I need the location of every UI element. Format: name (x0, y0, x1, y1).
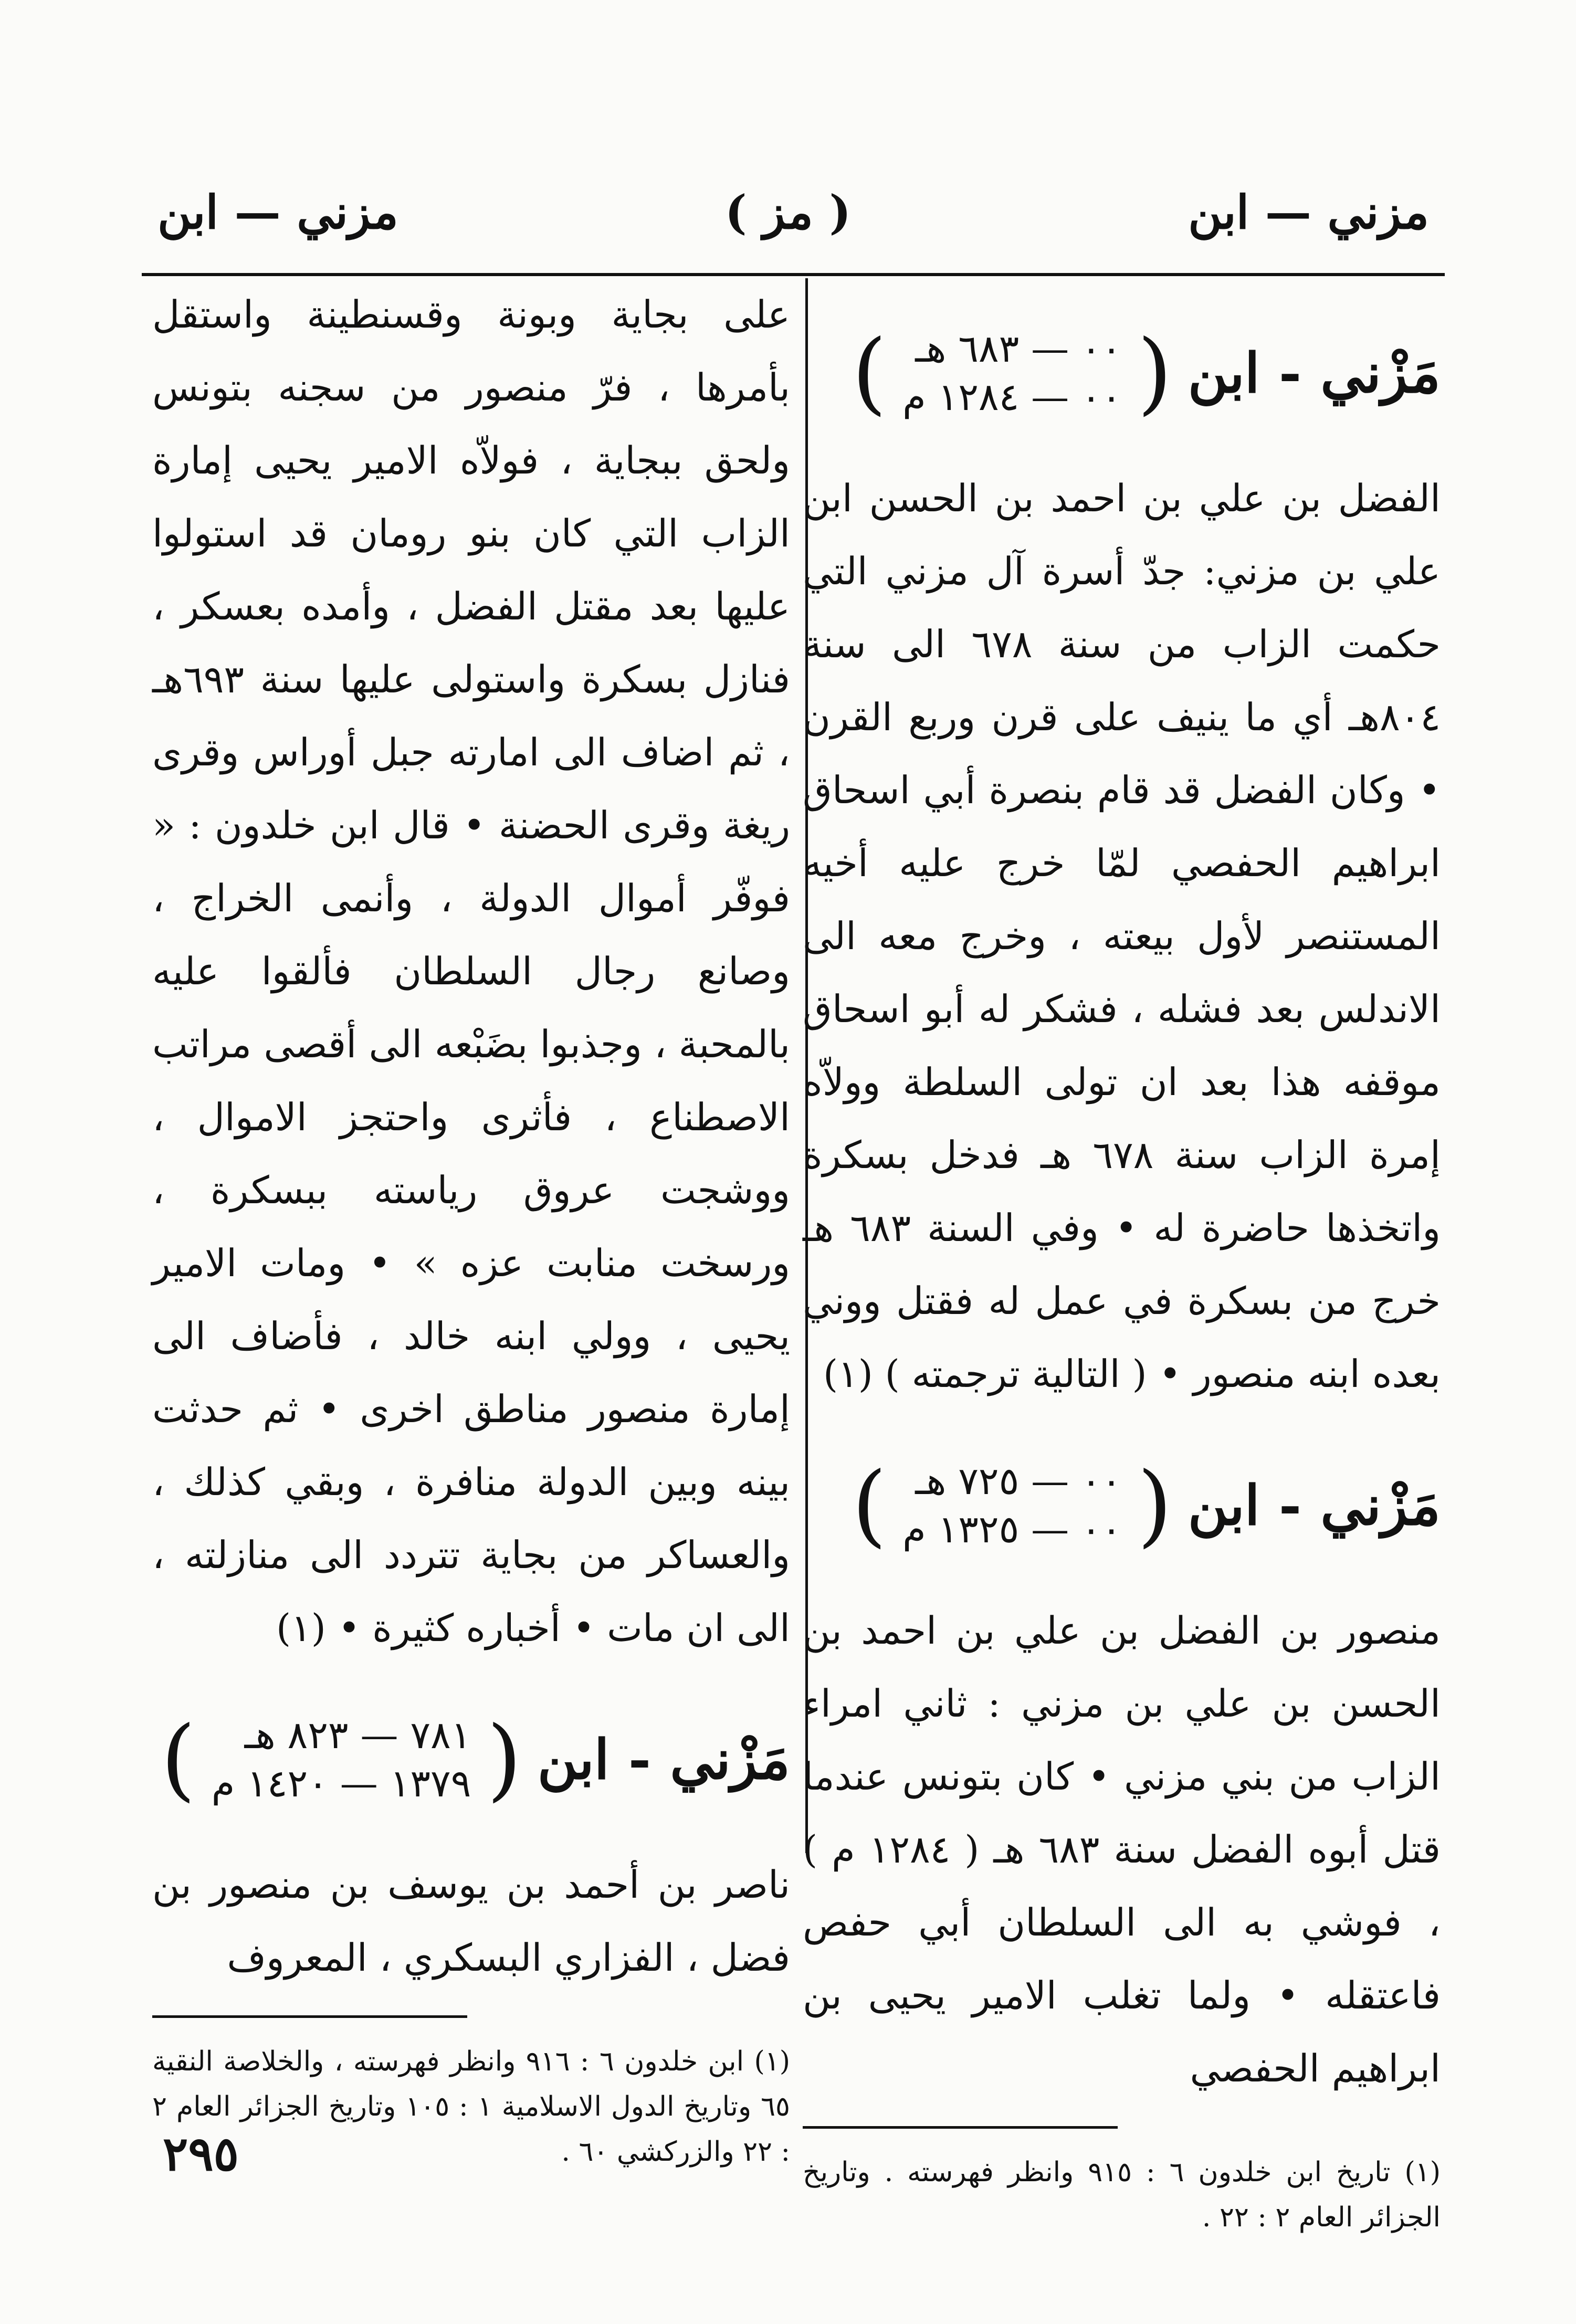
right-column (803, 278, 1441, 2240)
dates-hijri: ٠٠ — ٦٨٣ هـ (915, 327, 1122, 371)
dates-gregorian: ٠٠ — ١٢٨٤ م (902, 375, 1122, 419)
entry-text-2: منصور بن الفضل بن علي بن احمد بن الحسن بن علي بن مزني : ثاني امراء الزاب من بني مزني • كان بتونس عندما قتل أبوه الفضل سنة ٦٨٣ هـ ( ١٢٨٤ م ) ، فوشي به الى السلطان أبي حفص فاعتقله • ولما تغلب الامير يحيى بن ابراهيم الحفصي (803, 1608, 1441, 2090)
entry-name: مَزْني - ابن (1188, 1473, 1441, 1538)
running-header-left: مزني — ابن (157, 185, 398, 239)
close-paren: ) (161, 1707, 196, 1811)
entry-dates (902, 324, 1121, 421)
footnote-right: (١) تاريخ ابن خلدون ٦ : ٩١٥ وانظر فهرسته . وتاريخ الجزائر العام ٢ : ٢٢ . (803, 2157, 1441, 2233)
page-number: ٢٩٥ (163, 2126, 239, 2182)
entry-text-2-continuation: على بجاية وبونة وقسنطينة واستقل بأمرها ، فرّ منصور من سجنه بتونس ولحق ببجاية ، فولاّه الامير يحيى إمارة الزاب التي كان بنو رومان قد استولوا عليها بعد مقتل الفضل ، وأمده بعسكر ، فنازل بسكرة واستولى عليها سنة ٦٩٣هـ ، ثم اضاف الى امارته جبل أوراس وقرى ريغة وقرى الحضنة • قال ابن خلدون : « فوفّر أموال الدولة ، وأنمى الخراج ، وصانع رجال السلطان فألقوا عليه بالمحبة ، وجذبوا بضَبْعه الى أقصى مراتب الاصطناع ، فأثرى واحتجز الاموال ، ووشجت عروق رياسته ببسكرة ، ورسخت منابت عزه » • ومات الامير يحيى ، وولي ابنه خالد ، فأضاف الى إمارة منصور مناطق اخرى • ثم حدثت بينه وبين الدولة منافرة ، وبقي كذلك ، والعساكر من بجاية تتردد الى منازلته ، الى ان مات • أخباره كثيرة • (١) (152, 292, 790, 1650)
dates-gregorian: ٠٠ — ١٣٢٥ م (902, 1507, 1122, 1551)
entry-dates (212, 1711, 471, 1807)
footnote-left: (١) ابن خلدون ٦ : ٩١٦ وانظر فهرسته ، والخلاصة النقية ٦٥ وتاريخ الدول الاسلامية ١ : ١٠٥ وتاريخ الجزائر العام ٢ : ٢٢ والزركشي ٦٠ . (152, 2046, 790, 2168)
entry-text-1: الفضل بن علي بن احمد بن الحسن ابن علي بن مزني: جدّ أسرة آل مزني التي حكمت الزاب من سنة ٦٧٨ الى سنة ٨٠٤هـ أي ما ينيف على قرن وربع القرن • وكان الفضل قد قام بنصرة أبي اسحاق ابراهيم الحفصي لمّا خرج عليه أخيه المستنصر لأول بيعته ، وخرج معه الى الاندلس بعد فشله ، فشكر له أبو اسحاق موقفه هذا بعد ان تولى السلطة وولاّه إمرة الزاب سنة ٦٧٨ هـ فدخل بسكرة واتخذها حاضرة له • وفي السنة ٦٨٣ هـ خرج من بسكرة في عمل له فقتل ووني بعده ابنه منصور • ( التالية ترجمته ) (١) (803, 476, 1441, 1396)
close-paren: ) (852, 321, 887, 425)
entry-heading-3 (152, 1701, 790, 1817)
entry-name: مَزْني - ابن (1188, 340, 1441, 405)
close-paren: ) (852, 1453, 887, 1557)
footnote-rule (803, 2126, 1118, 2129)
dates-gregorian: ١٣٧٩ — ١٤٢٠ م (211, 1761, 471, 1805)
running-header-right: مزني — ابن (1188, 185, 1429, 239)
open-paren: ( (1137, 1453, 1172, 1557)
header-rule (142, 273, 1445, 276)
entry-heading-1 (803, 315, 1441, 430)
open-paren: ( (1137, 321, 1172, 425)
open-paren: ( (487, 1707, 522, 1811)
entry-heading-2 (803, 1447, 1441, 1563)
entry-dates (902, 1457, 1121, 1553)
footnote-rule (152, 2015, 467, 2018)
running-header-center: ( مز ) (724, 185, 852, 239)
entry-text-3: ناصر بن أحمد بن يوسف بن منصور بن فضل ، الفزاري البسكري ، المعروف (152, 1863, 790, 1980)
dates-hijri: ٠٠ — ٧٢٥ هـ (915, 1459, 1122, 1503)
left-column (152, 278, 790, 2174)
dates-hijri: ٧٨١ — ٨٢٣ هـ (244, 1713, 471, 1757)
entry-name: مَزْني - ابن (537, 1727, 790, 1792)
